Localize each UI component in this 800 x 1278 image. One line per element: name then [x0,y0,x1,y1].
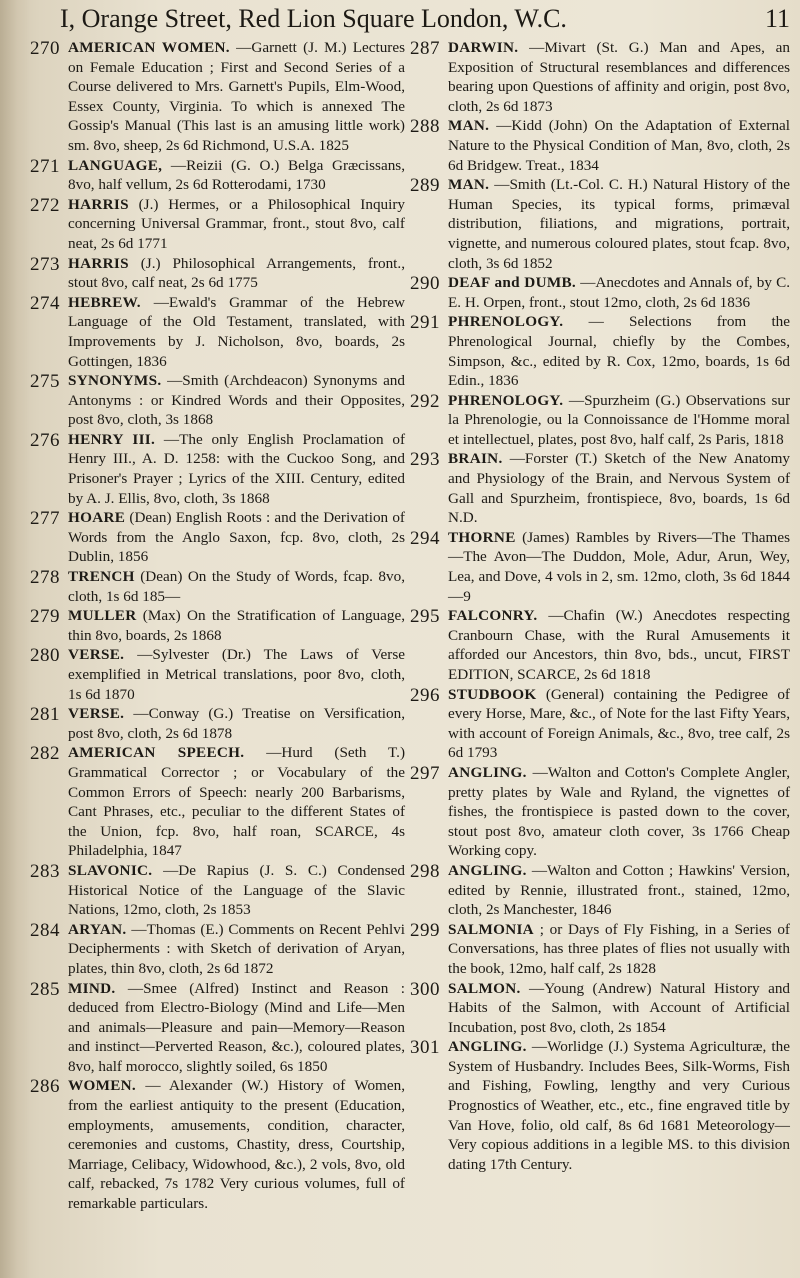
entry-number: 273 [30,253,60,275]
entry-description: —The only English Proclamation of Henry III., A. D. 1258: with the Cuckoo Song, and Prisoner's Prayer ; Lyrics of the XIII. Century, edited by A. J. Ellis, 8vo, cloth, 3s 1868 [68,430,405,507]
entry-text [68,371,405,430]
catalogue-entry [30,567,405,606]
catalogue-entry [30,38,405,156]
entry-text [68,430,405,508]
entry-heading: ANGLING. [448,861,527,879]
entry-heading: VERSE. [68,646,125,664]
entry-description: —De Rapius (J. S. C.) Condensed Historical Notice of the Language of the Slavic Nations, 12mo, cloth, 2s 1853 [68,861,405,919]
entry-text [448,1037,790,1174]
entry-number: 279 [30,606,60,628]
entry-heading: AMERICAN WOMEN. [68,39,230,56]
entry-description: —Hurd (Seth T.) Grammatical Corrector ; or Vocabulary of the Common Errors of Speech: nearly 200 Barbarisms, Cant Phrases, etc., peculiar to the different States of the Union, fcp. 8vo, half roan, SCARCE, 4s Philadelphia, 1847 [68,744,406,860]
entry-number: 278 [30,567,60,589]
entry-text [68,861,405,920]
entry-text [448,116,790,175]
catalogue-entry [30,979,405,1077]
entry-number: 286 [30,1076,60,1098]
entry-text [448,449,790,527]
entry-heading: HEBREW. [68,293,141,311]
entry-heading: MAN. [448,176,490,194]
entry-number: 282 [30,743,60,765]
entry-description: —Smith (Lt.-Col. C. H.) Natural History of the Human Species, its typical forms, primæval distribution, filiations, and migrations, portrait, vignette, and numerous coloured plates, stout fcap. 8vo, cloth, 3s 6d 1852 [448,176,791,272]
catalogue-entry [410,38,790,116]
entry-description: (J.) Hermes, or a Philosophical Inquiry concerning Universal Grammar, front., stout 8vo, calf neat, 2s 6d 1771 [68,195,406,252]
catalogue-entry [30,743,405,861]
catalogue-entry [410,685,790,763]
entry-text [448,606,790,684]
entry-number: 288 [410,116,440,138]
entry-description: —Walton and Cotton ; Hawkins' Version, edited by Rennie, illustrated front., stained, 12mo, cloth, 2s Manchester, 1846 [448,861,791,919]
entry-text [68,704,405,743]
entry-heading: DEAF and DUMB. [448,274,577,292]
entry-description: —Mivart (St. G.) Man and Apes, an Exposition of Structural resemblances and differences bearing upon Questions of affinity and origin, post 8vo, cloth, 2s 6d 1873 [448,39,791,115]
entry-heading: PHRENOLOGY. [448,313,564,331]
entry-number: 300 [410,978,440,1000]
entry-number: 281 [30,704,60,726]
entry-number: 289 [410,175,440,197]
entry-number: 280 [30,645,60,667]
entry-description: —Smith (Archdeacon) Synonyms and Antonyms : or Kindred Words and their Opposites, post 8vo, cloth, 3s 1868 [68,372,405,429]
entry-heading: SLAVONIC. [68,861,153,879]
entry-description: —Walton and Cotton's Complete Angler, pretty plates by Wale and Ryland, the vignettes of fishes, the frontispiece is pasted down to the cover, stout post 8vo, amateur cloth cover, 3s 1766 Cheap Working copy. [448,763,790,860]
entry-number: 297 [410,762,440,784]
catalogue-entry [30,1076,405,1213]
entry-number: 301 [410,1037,440,1059]
entry-number: 296 [410,684,440,706]
entry-number: 284 [30,919,60,941]
page-number: 11 [764,4,790,33]
catalogue-entry [30,606,405,645]
entry-heading: HOARE [68,509,126,527]
entry-description: —Smee (Alfred) Instinct and Reason : deduced from Electro-Biology (Mind and Life—Men and animals—Pleasure and pain—Memory—Reason and instinct—Perverted Reason, &c.), coloured plates, 8vo, half morocco, slightly soiled, 6s 1850 [68,979,405,1075]
entry-heading: LANGUAGE, [68,156,163,174]
catalogue-entry [410,861,790,920]
entry-number: 272 [30,194,60,216]
catalogue-entry [410,116,790,175]
entry-text [68,743,405,861]
left-column [30,38,405,1214]
catalogue-entry [410,312,790,390]
entry-description: —Reizii (G. O.) Belga Græcissans, 8vo, half vellum, 2s 6d Rotterodami, 1730 [68,156,406,194]
entry-description: —Thomas (E.) Comments on Recent Pehlvi Decipherments : with Sketch of derivation of Aryan, plates, thin 8vo, cloth, 2s 6d 1872 [68,920,406,977]
catalogue-entry [410,1037,790,1174]
entry-description: —Forster (T.) Sketch of the New Anatomy and Physiology of the Brain, and Nervous System of Gall and Spurzheim, frontispiece, 8vo, boards, 1s 6d N.D. [448,450,790,527]
entry-text [68,606,405,645]
entry-description: —Ewald's Grammar of the Hebrew Language of the Old Testament, translated, with Improvements by J. Nicholson, 8vo, boards, 2s Gottingen, 1836 [68,293,405,370]
entry-text [68,567,405,606]
entry-description: —Anecdotes and Annals of, by C. E. H. Orpen, front., stout 12mo, cloth, 2s 6d 1836 [448,274,791,311]
entry-number: 299 [410,919,440,941]
catalogue-entry [30,156,405,195]
catalogue-entry [30,645,405,704]
entry-text [448,38,790,116]
catalogue-entry [30,861,405,920]
entry-number: 271 [30,155,60,177]
entry-heading: MAN. [448,117,490,135]
entry-text [68,195,405,254]
entry-heading: FALCONRY. [448,607,538,625]
entry-heading: AMERICAN SPEECH. [68,744,245,762]
catalogue-entry [410,528,790,606]
entry-heading: SALMON. [448,979,521,997]
entry-number: 283 [30,860,60,882]
catalogue-entry [410,391,790,450]
entry-text [68,254,405,293]
entry-text [448,920,790,979]
entry-number: 270 [30,38,60,59]
catalogue-entry [30,430,405,508]
entry-description: (General) containing the Pedigree of every Horse, Mare, &c., of Note for the last Fifty Years, with account of Foreign Animals, &c., 8vo, tree calf, 2s 6d 1793 [448,685,790,762]
entry-description: —Kidd (John) On the Adaptation of External Nature to the Physical Condition of Man, 8vo, cloth, 2s 6d Bridgew. Treat., 1834 [448,117,791,174]
entry-text [448,685,790,763]
entry-description: —Conway (G.) Treatise on Versification, post 8vo, cloth, 2s 6d 1878 [68,705,406,742]
catalogue-entry [410,979,790,1038]
entry-text [448,861,790,920]
entry-description: —Young (Andrew) Natural History and Habits of the Salmon, with Account of Artificial Incubation, post 8vo, cloth, 2s 1854 [448,979,791,1036]
catalogue-entry [410,449,790,527]
entry-text [448,979,790,1038]
page-binding-edge [0,0,30,1278]
entry-number: 275 [30,371,60,393]
entry-text [448,312,790,390]
entry-description: (Max) On the Stratification of Language, thin 8vo, boards, 2s 1868 [68,607,406,644]
entry-heading: BRAIN. [448,450,503,468]
page-header [60,0,790,38]
entry-heading: SYNONYMS. [68,372,162,390]
catalogue-entry [410,175,790,273]
catalogue-entry [410,920,790,979]
catalogue-entry [30,195,405,254]
entry-number: 294 [410,527,440,549]
entry-text [68,156,405,195]
entry-text [68,645,405,704]
entry-text [68,508,405,567]
entry-number: 290 [410,273,440,295]
entry-description: (Dean) English Roots : and the Derivation of Words from the Anglo Saxon, fcp. 8vo, cloth, 2s Dublin, 1856 [68,509,405,566]
entry-description: (J.) Philosophical Arrangements, front., stout 8vo, calf neat, 2s 6d 1775 [68,254,405,292]
entry-heading: WOMEN. [68,1077,137,1095]
entry-text [68,293,405,371]
entry-number: 298 [410,860,440,882]
entry-text [448,273,790,312]
entry-heading: STUDBOOK [448,685,537,703]
entry-description: (James) Rambles by Rivers—The Thames—The Avon—The Duddon, Mole, Adur, Arun, Wey, Lea, and Dove, 4 vols in 2, sm. 12mo, cloth, 3s 6d 1844—9 [448,528,790,605]
entry-number: 292 [410,390,440,412]
entry-heading: HARRIS [68,195,129,213]
entry-text [448,175,790,273]
entry-number: 277 [30,508,60,530]
entry-number: 285 [30,978,60,1000]
entry-text [448,763,790,861]
entry-heading: SALMONIA [448,920,534,938]
entry-text [68,1076,405,1213]
entry-number: 287 [410,38,440,59]
entry-heading: ANGLING. [448,763,527,781]
entry-number: 291 [410,312,440,334]
entry-text [68,920,405,979]
entry-heading: VERSE. [68,705,125,723]
entry-heading: HENRY III. [68,430,156,448]
catalogue-entry [30,371,405,430]
catalogue-entry [30,704,405,743]
entry-heading: ARYAN. [68,920,127,938]
catalogue-entry [410,763,790,861]
catalogue-entry [30,293,405,371]
entry-heading: PHRENOLOGY. [448,391,564,409]
entry-description: —Garnett (J. M.) Lectures on Female Education ; First and Second Series of a Course delivered to Mrs. Garnett's Pupils, Elm-Wood, Essex County, Virginia. To which is annexed The Gossip's Manual (This last is an amusing little work) sm. 8vo, sheep, 2s 6d Richmond, U.S.A. 1825 [68,39,406,154]
header-address: I, Orange Street, Red Lion Square London, W.C. [60,4,567,33]
catalogue-entry [30,508,405,567]
entry-heading: TRENCH [68,568,135,586]
catalogue-entry [30,254,405,293]
entry-number: 293 [410,449,440,471]
entry-description: — Selections from the Phrenological Journal, chiefly by the Combes, Simpson, &c., edited by R. Cox, 12mo, boards, 1s 6d Edin., 1836 [448,313,790,390]
catalogue-entry [30,920,405,979]
entry-description: —Worlidge (J.) Systema Agriculturæ, the System of Husbandry. Includes Bees, Silk-Worms, Fish and Fishing, Fowling, lengthy and very Curious Prognostics of Weather, etc., etc., fine engraved title by Van Hove, folio, old calf, 8s 6d 1681 Meteorology—Very copious additions in a legible MS. to this division dating 17th Century. [448,1038,790,1173]
entry-description: ; or Days of Fly Fishing, in a Series of Conversations, has three plates of flies not usually with the book, 12mo, half calf, 2s 1828 [448,920,790,977]
entry-description: (Dean) On the Study of Words, fcap. 8vo, cloth, 1s 6d 185— [68,568,406,605]
entry-description: —Spurzheim (G.) Observations sur la Phrenologie, ou la Connoissance de l'Homme moral et intellectuel, plates, post 8vo, half calf, 2s Paris, 1818 [448,391,791,448]
entry-heading: HARRIS [68,254,129,272]
entry-text [448,528,790,606]
entry-text [448,391,790,450]
entry-heading: DARWIN. [448,39,519,56]
entry-description: —Sylvester (Dr.) The Laws of Verse exemplified in Metrical translations, poor 8vo, cloth, 1s 6d 1870 [68,646,406,703]
entry-number: 276 [30,429,60,451]
entry-heading: THORNE [448,528,516,546]
catalogue-entry [410,273,790,312]
entry-number: 295 [410,606,440,628]
entry-text [68,979,405,1077]
entry-heading: MIND. [68,979,116,997]
entry-description: —Chafin (W.) Anecdotes respecting Cranbourn Chase, with the Rural Amusements it afforded our Ancestors, thin 8vo, bds., uncut, FIRST EDITION, SCARCE, 2s 6d 1818 [448,607,790,683]
catalogue-entry [410,606,790,684]
entry-heading: MULLER [68,607,137,625]
entry-heading: ANGLING. [448,1038,527,1056]
entry-description: — Alexander (W.) History of Women, from the earliest antiquity to the present (Education, employments, amusements, condition, character, ceremonies and customs, Chastity, dress, Courtship, Marriage, Celibacy, Widowhood, &c.), 2 vols, 8vo, old calf, rebacked, 7s 1782 Very curious volumes, full of remarkable particulars. [68,1077,406,1213]
entry-text [68,38,405,156]
right-column [410,38,790,1174]
entry-number: 274 [30,292,60,314]
